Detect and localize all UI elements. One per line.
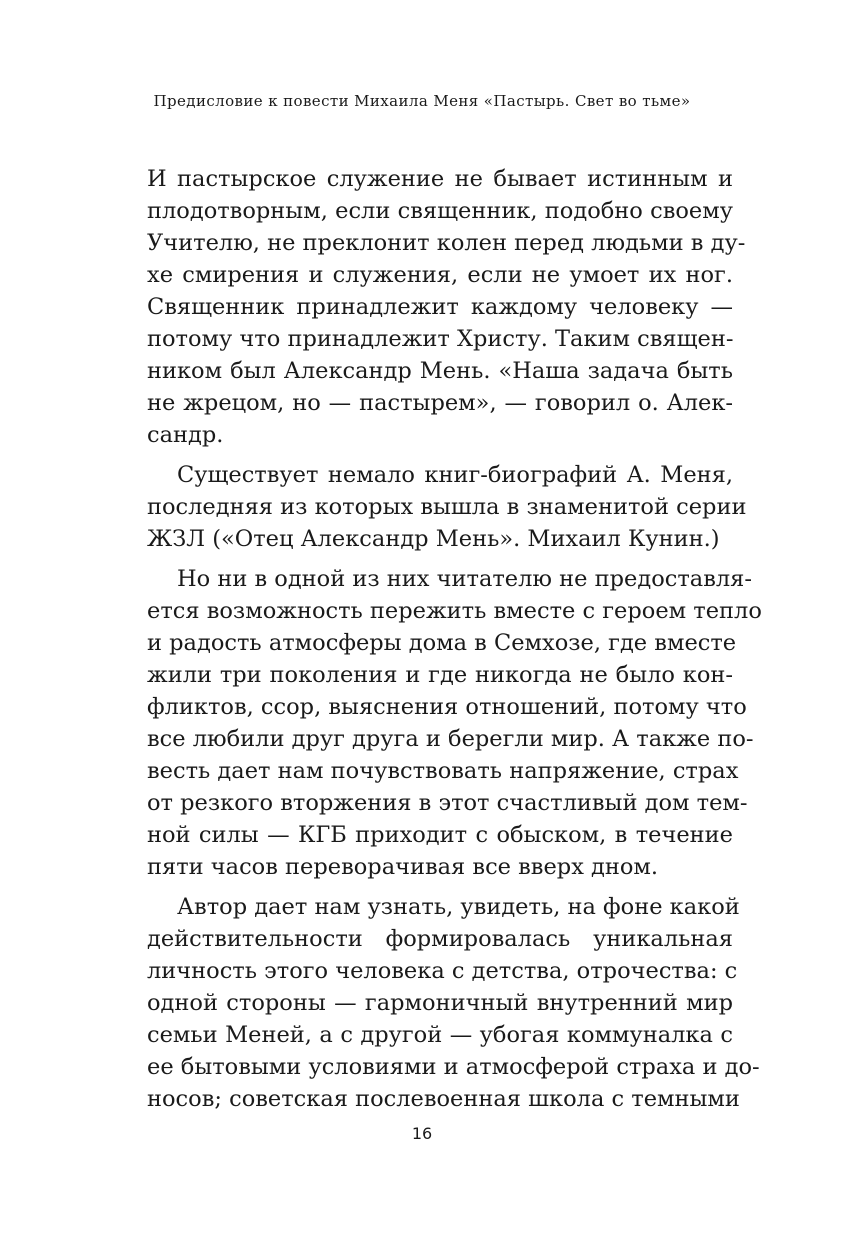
text-line: И пастырское служение не бывает истинным и [147,166,733,192]
text-line: ником был Александр Мень. «Наша задача быть [147,358,733,384]
text-line: жили три поколения и где никогда не было кон- [147,662,733,688]
paragraph [147,563,762,883]
text-line: Существует немало книг-биографий А. Меня, [177,462,733,488]
text-line: одной стороны — гармоничный внутренний мир [147,990,733,1016]
text-line: от резкого вторжения в этот счастливый дом тем- [147,790,748,816]
text-line: личность этого человека с детства, отрочества: с [147,958,738,984]
text-line: плодотворным, если священник, подобно своему [147,198,733,224]
text-line: Священник принадлежит каждому человеку — [147,294,733,320]
page-body [147,163,762,1115]
text-line: последняя из которых вышла в знаменитой серии [147,494,747,520]
text-line: и радость атмосферы дома в Семхозе, где вместе [147,630,737,656]
text-line: носов; советская послевоенная школа с темными [147,1086,740,1112]
text-line: действительности формировалась уникальная [147,926,733,952]
text-line: Но ни в одной из них читателю не предоставля- [177,566,752,592]
text-line: семьи Меней, а с другой — убогая коммуналка с [147,1022,733,1048]
text-line: потому что принадлежит Христу. Таким священ- [147,326,734,352]
text-line: весть дает нам почувствовать напряжение, страх [147,758,739,784]
text-line: ной силы — КГБ приходит с обыском, в течение [147,822,733,848]
paragraph [147,163,746,451]
page-number: 16 [411,1124,433,1143]
paragraph [147,459,747,555]
text-line: ЖЗЛ («Отец Александр Мень». Михаил Кунин.) [147,526,720,552]
running-head: Предисловие к повести Михаила Меня «Пастырь. Свет во тьме» [153,92,691,110]
text-line: ется возможность пережить вместе с героем тепло [147,598,762,624]
text-line: пяти часов переворачивая все вверх дном. [147,854,659,880]
text-line: Автор дает нам узнать, увидеть, на фоне какой [177,894,740,920]
paragraph [147,891,760,1115]
text-line: ее бытовыми условиями и атмосферой страха и до- [147,1054,760,1080]
text-line: все любили друг друга и берегли мир. А также по- [147,726,754,752]
text-line: хе смирения и служения, если не умоет их ног. [147,262,733,288]
text-line: фликтов, ссор, выяснения отношений, потому что [147,694,747,720]
text-line: Учителю, не преклонит колен перед людьми в ду- [147,230,746,256]
text-line: не жрецом, но — пастырем», — говорил о. Алек- [147,390,733,416]
text-line: сандр. [147,422,224,448]
